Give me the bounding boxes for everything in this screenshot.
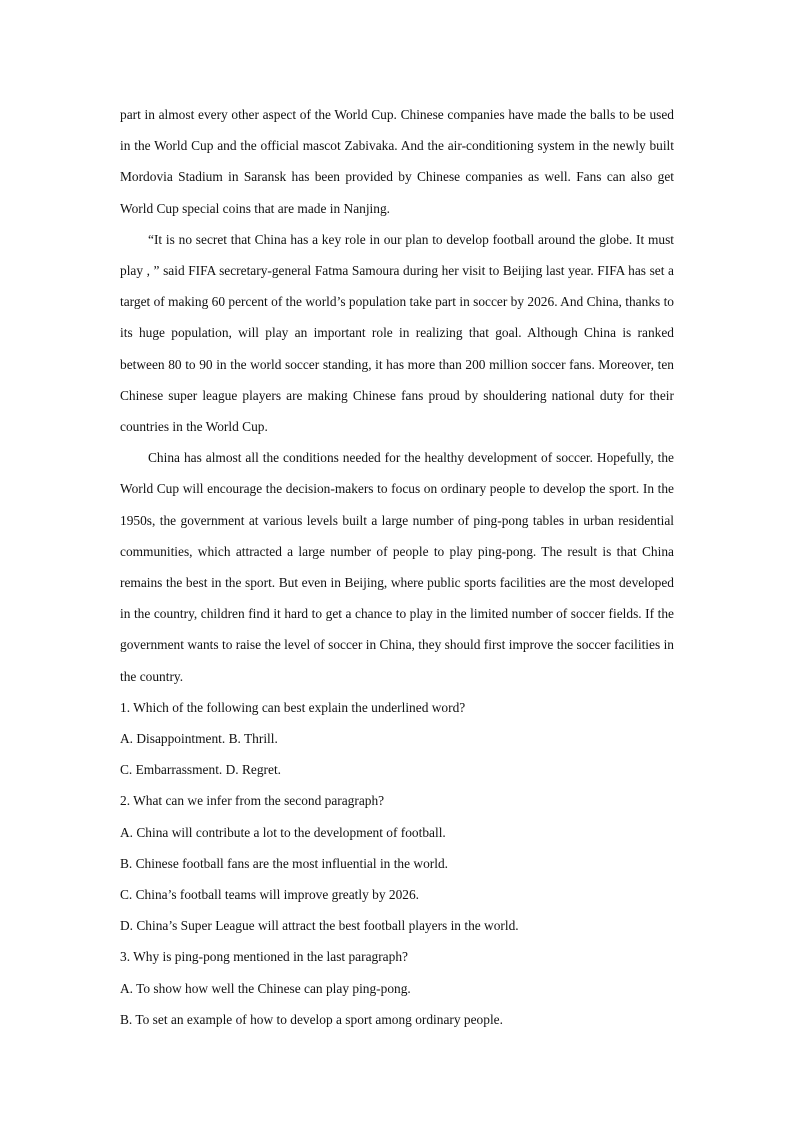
option-line: B. Chinese football fans are the most influential in the world. <box>120 855 448 871</box>
paragraph-2: “It is no secret that China has a key role in our plan to develop football around the globe. It must play , ” said FIFA secretary-general Fatma Samoura during her visit to Beijing last year. FIFA has set a target of making 60 percent of the world’s population take part in soccer by 2026. And China, thanks to its huge population, will play an important role in realizing that goal. Although China is ranked between 80 to 90 in the world soccer standing, it has more than 200 million soccer fans. Moreover, ten Chinese super league players are making Chinese fans proud by shouldering national duty for their countries in the World Cup. <box>120 231 674 435</box>
option-line: D. China’s Super League will attract the best football players in the world. <box>120 918 519 934</box>
option-line: A. To show how well the Chinese can play ping-pong. <box>120 980 411 996</box>
option-line: B. To set an example of how to develop a sport among ordinary people. <box>120 1011 503 1027</box>
questions-list <box>120 692 674 1035</box>
paragraph-1: part in almost every other aspect of the World Cup. Chinese companies have made the balls to be used in the World Cup and the official mascot Zabivaka. And the air-conditioning system in the newly built Mordovia Stadium in Saransk has been provided by Chinese companies as well. Fans can also get World Cup special coins that are made in Nanjing. <box>120 107 674 216</box>
paragraph-3: China has almost all the conditions needed for the healthy development of soccer. Hopefully, the World Cup will encourage the decision-makers to focus on ordinary people to develop the sport. In the 1950s, the government at various levels built a large number of ping-pong tables in urban residential communities, which attracted a large number of people to play ping-pong. The result is that China remains the best in the sport. But even in Beijing, where public sports facilities are the most developed in the country, children find it hard to get a chance to play in the limited number of soccer fields. If the government wants to raise the level of soccer in China, they should first improve the soccer facilities in the country. <box>120 450 674 684</box>
document-page <box>120 99 674 1035</box>
option-line: A. China will contribute a lot to the development of football. <box>120 824 446 840</box>
option-line: C. Embarrassment. D. Regret. <box>120 762 282 778</box>
question-2: 2. What can we infer from the second paragraph? <box>120 793 385 809</box>
option-line: C. China’s football teams will improve greatly by 2026. <box>120 887 420 903</box>
option-line: A. Disappointment. B. Thrill. <box>120 731 278 747</box>
question-3: 3. Why is ping-pong mentioned in the last paragraph? <box>120 949 408 965</box>
question-1: 1. Which of the following can best explain the underlined word? <box>120 699 466 715</box>
